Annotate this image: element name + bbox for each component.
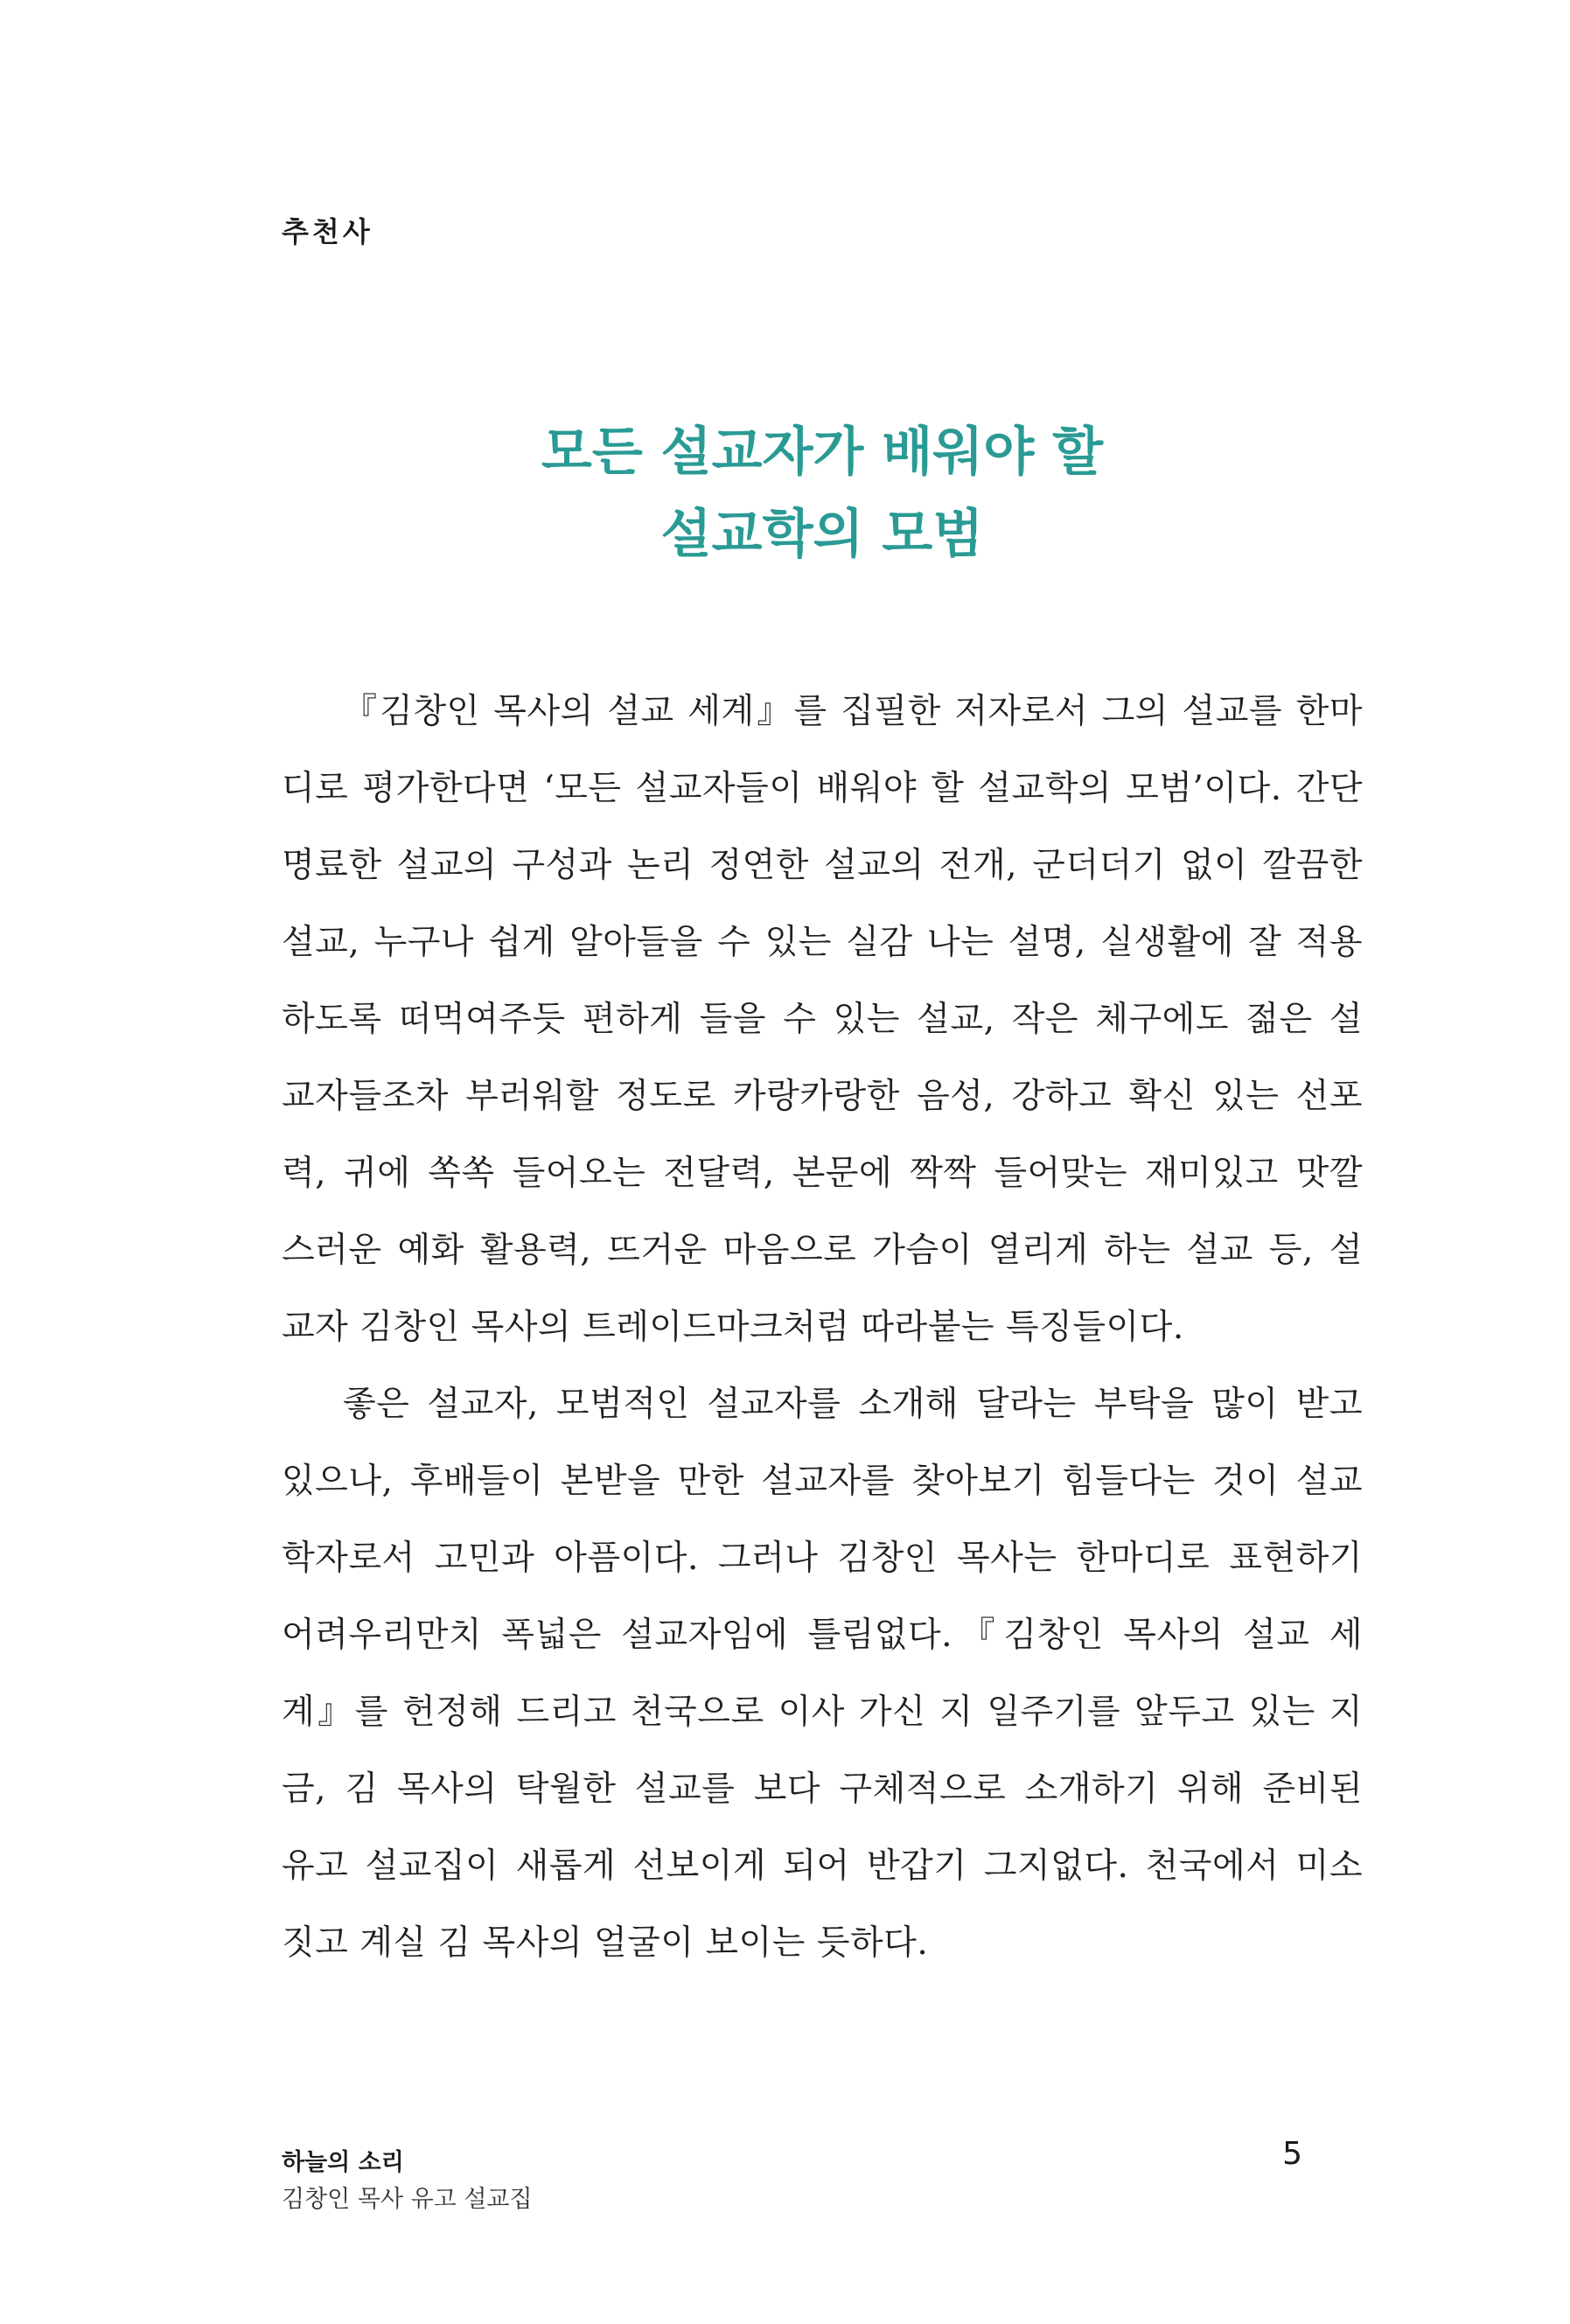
- paragraph-line: 계』를 헌정해 드리고 천국으로 이사 가신 지 일주기를 앞두고 있는 지: [282, 1692, 1363, 1732]
- paragraph: [282, 1366, 1363, 1982]
- paragraph-line: 학자로서 고민과 아픔이다. 그러나 김창인 목사는 한마디로 표현하기: [282, 1539, 1363, 1578]
- paragraph-line: 짓고 계실 김 목사의 얼굴이 보이는 듯하다.: [282, 1923, 929, 1963]
- paragraph-line: 교자 김창인 목사의 트레이드마크처럼 따라붙는 특징들이다.: [282, 1308, 1184, 1347]
- paragraph-line: 좋은 설교자, 모범적인 설교자를 소개해 달라는 부탁을 많이 받고: [343, 1385, 1363, 1424]
- paragraph: [282, 673, 1363, 1366]
- title-line: 모든 설교자가 배워야 할: [541, 422, 1104, 483]
- paragraph-line: 유고 설교집이 새롭게 선보이게 되어 반갑기 그지없다. 천국에서 미소: [282, 1846, 1363, 1886]
- body-text: [282, 673, 1363, 1982]
- paragraph-line: 『김창인 목사의 설교 세계』를 집필한 저자로서 그의 설교를 한마: [343, 692, 1363, 731]
- paragraph-line: 교자들조차 부러워할 정도로 카랑카랑한 음성, 강하고 확신 있는 선포: [282, 1077, 1363, 1116]
- page-number: 5: [1282, 2136, 1302, 2172]
- paragraph-line: 설교, 누구나 쉽게 알아들을 수 있는 실감 나는 설명, 실생활에 잘 적용: [282, 923, 1363, 962]
- paragraph-line: 하도록 떠먹여주듯 편하게 들을 수 있는 설교, 작은 체구에도 젊은 설: [282, 1000, 1363, 1039]
- page-title: [282, 411, 1363, 576]
- paragraph-line: 어려우리만치 폭넓은 설교자임에 틀림없다.『김창인 목사의 설교 세: [282, 1616, 1363, 1655]
- paragraph-line: 력, 귀에 쏙쏙 들어오는 전달력, 본문에 짝짝 들어맞는 재미있고 맛깔: [282, 1154, 1363, 1193]
- section-label: 추천사: [282, 215, 373, 248]
- paragraph-line: 스러운 예화 활용력, 뜨거운 마음으로 가슴이 열리게 하는 설교 등, 설: [282, 1231, 1363, 1270]
- footer-book-subtitle: 김창인 목사 유고 설교집: [282, 2186, 533, 2213]
- paragraph-line: 명료한 설교의 구성과 논리 정연한 설교의 전개, 군더더기 없이 깔끔한: [282, 846, 1363, 885]
- paragraph-line: 있으나, 후배들이 본받을 만한 설교자를 찾아보기 힘들다는 것이 설교: [282, 1462, 1363, 1501]
- title-line: 설교학의 모범: [660, 504, 984, 565]
- paragraph-line: 금, 김 목사의 탁월한 설교를 보다 구체적으로 소개하기 위해 준비된: [282, 1769, 1363, 1809]
- footer-book-title: 하늘의 소리: [282, 2149, 404, 2176]
- paragraph-line: 디로 평가한다면 ‘모든 설교자들이 배워야 할 설교학의 모범’이다. 간단: [282, 769, 1363, 808]
